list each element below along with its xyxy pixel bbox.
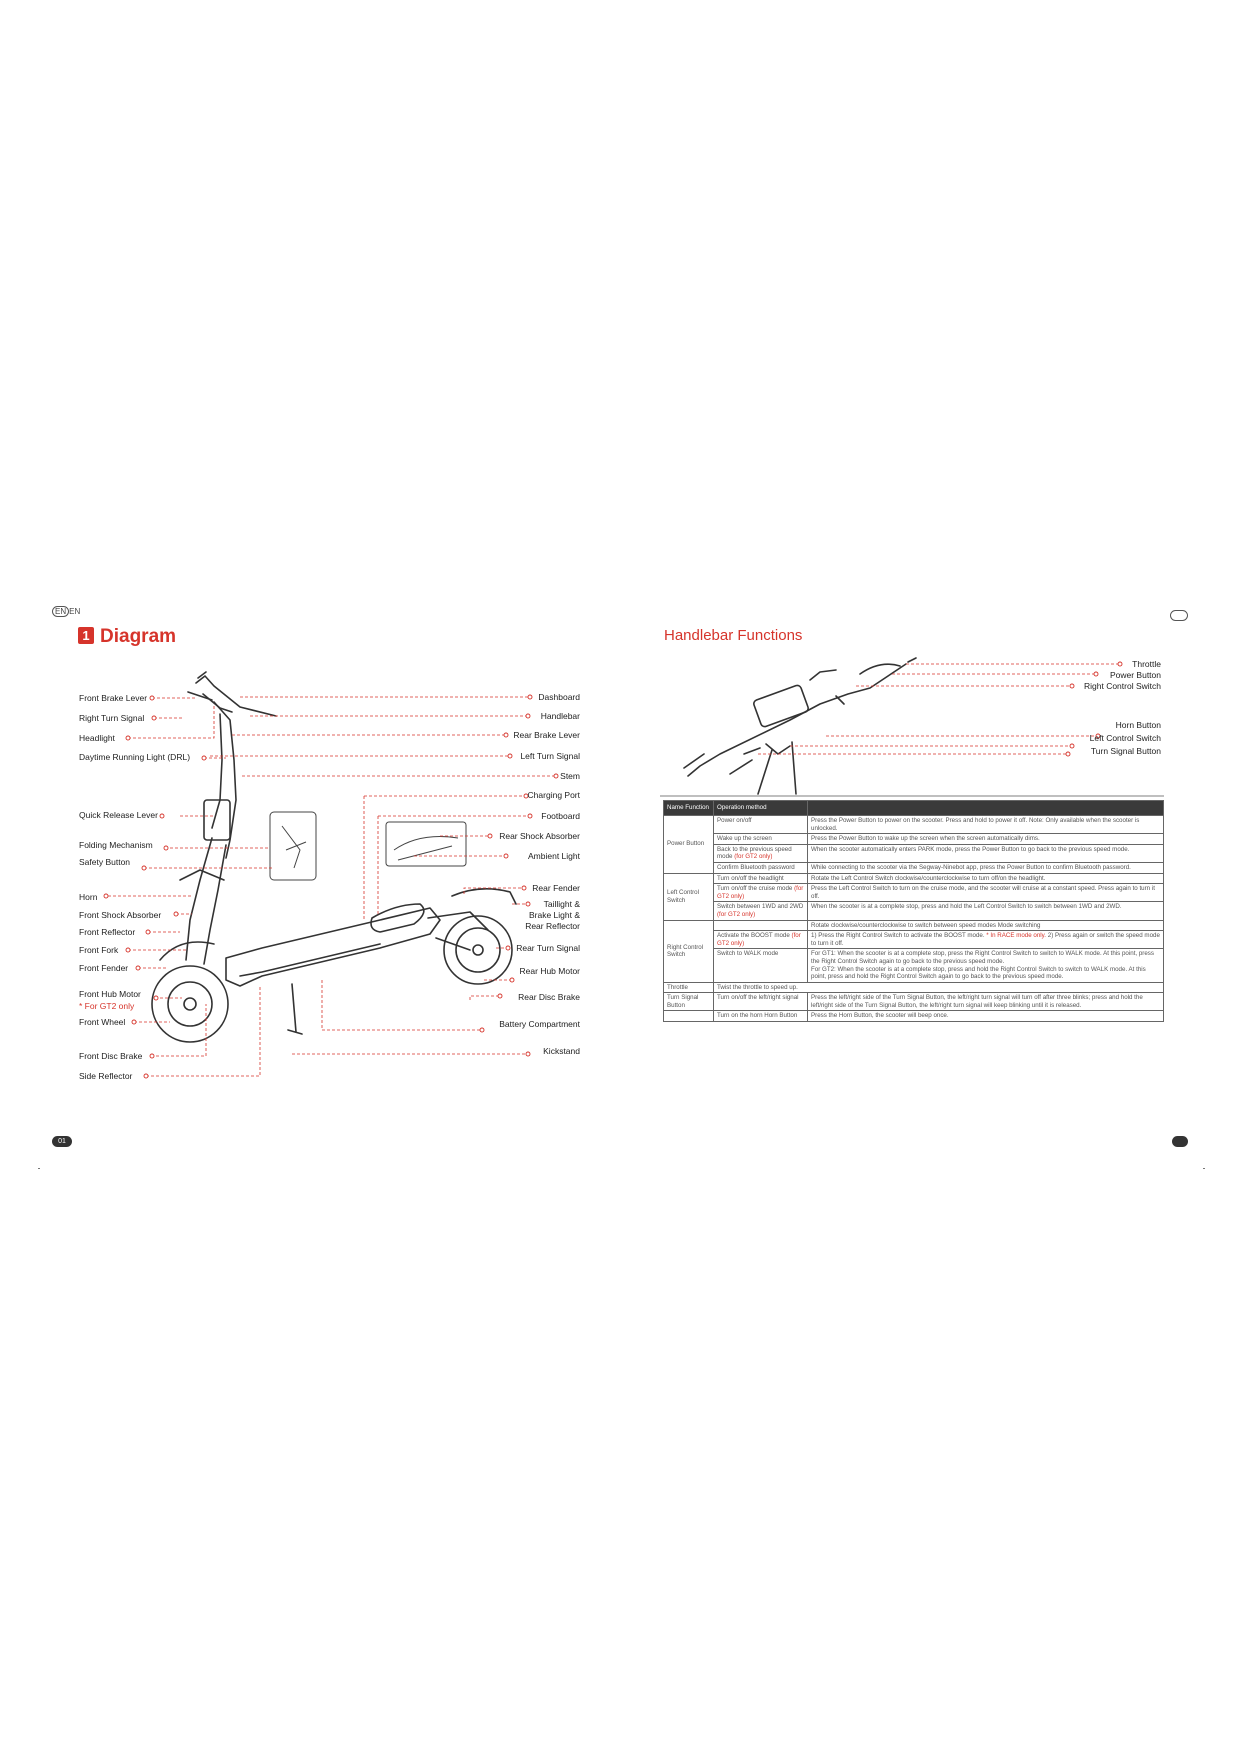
label-taillight: Taillight & — [543, 899, 580, 909]
label-drl: Daytime Running Light (DRL) — [79, 752, 191, 762]
table-cell — [714, 1011, 808, 1022]
label-rear-brake-lever: Rear Brake Lever — [513, 730, 580, 740]
rear-fender-drawing — [452, 889, 516, 904]
throttle-name-cell: Throttle — [664, 982, 714, 993]
table-cell: Power on/off — [714, 816, 808, 834]
deck-drawing — [226, 908, 440, 986]
table-row — [664, 931, 1164, 949]
label-quick-release-lever: Quick Release Lever — [79, 810, 158, 820]
race-mode-note: * In RACE mode only. — [986, 932, 1047, 940]
gt2-note: (for GT2 only) — [734, 853, 773, 861]
table-cell — [808, 931, 1164, 949]
table-cell: Twist the throttle to speed up. — [714, 982, 1164, 993]
crop-mark — [38, 1168, 40, 1169]
label-right-control-switch: Right Control Switch — [1083, 681, 1161, 691]
function-text: Activate the BOOST mode — [717, 932, 790, 940]
label-rear-fender: Rear Fender — [532, 883, 580, 893]
table-cell — [714, 844, 808, 862]
table-cell — [714, 902, 808, 920]
gt2-note: (for GT2 only) — [717, 885, 804, 900]
table-cell — [808, 949, 1164, 982]
label-front-fork: Front Fork — [79, 945, 119, 955]
label-folding-mechanism: Folding Mechanism — [79, 840, 153, 850]
label-left-turn-signal: Left Turn Signal — [520, 751, 580, 761]
front-wheel-drawing — [152, 966, 228, 1042]
label-rear-disc-brake: Rear Disc Brake — [518, 992, 580, 1002]
chapter-number-badge: 1 — [78, 627, 94, 644]
label-side-reflector: Side Reflector — [79, 1071, 133, 1081]
label-dashboard: Dashboard — [538, 692, 580, 702]
table-row — [664, 862, 1164, 873]
page-tab-icon — [1170, 610, 1188, 621]
table-row — [664, 982, 1164, 993]
method-gt2: For GT2: When the scooter is at a complete stop, press and hold the Right Control Switch to switch to WALK mode. At this point, press and hold the Right Control Switch again to go back to the previous speed mode. — [811, 965, 1146, 981]
label-turn-signal-button: Turn Signal Button — [1090, 746, 1161, 756]
label-horn-button: Horn Button — [1115, 720, 1161, 730]
table-row — [664, 1011, 1164, 1022]
label-rear-hub-motor: Rear Hub Motor — [519, 966, 580, 976]
table-cell: Press the Power Button to power on the scooter. Press and hold to power it off. Note: Only available when the scooter is unlocked. — [808, 816, 1164, 834]
table-cell: Switch to WALK mode — [714, 949, 808, 982]
section-title-text: Diagram — [100, 626, 177, 647]
handlebar-functions-title: Handlebar Functions — [664, 627, 803, 644]
label-safety-button: Safety Button — [79, 857, 131, 867]
table-header-operation-method: Operation method — [714, 801, 808, 816]
label-handlebar: Handlebar — [540, 711, 580, 721]
label-front-shock-absorber: Front Shock Absorber — [79, 910, 162, 920]
table-cell — [714, 931, 808, 949]
table-cell: Turn on/off the headlight — [714, 873, 808, 884]
label-footboard: Footboard — [541, 811, 580, 821]
table-row — [664, 873, 1164, 884]
method-text: 2) Press again or switch the speed mode to turn it off. — [811, 932, 1160, 947]
label-front-wheel: Front Wheel — [79, 1017, 126, 1027]
label-front-hub-motor: Front Hub Motor — [79, 989, 141, 999]
handlebar-diagram — [660, 650, 1180, 800]
table-cell: Press the left/right side of the Turn Signal Button, the left/right turn signal will turn off after three blinks; press and hold the left/right side of the Turn Signal Button, the left/right turn signal will keep blinking until it is released. — [808, 993, 1164, 1011]
label-charging-port: Charging Port — [527, 790, 580, 800]
page-number: 01 — [52, 1136, 72, 1147]
table-cell: Press the Horn Button, the scooter will beep once. — [808, 1011, 1164, 1022]
label-horn: Horn — [79, 892, 98, 902]
label-front-fender: Front Fender — [79, 963, 129, 973]
left-control-name-cell: Left Control Switch — [664, 873, 714, 920]
label-brake-light: Brake Light & — [528, 910, 580, 920]
table-row — [664, 816, 1164, 834]
table-cell: Rotate clockwise/counterclockwise to switch between speed modes Mode switching — [808, 920, 1164, 931]
crop-mark — [1203, 1168, 1205, 1169]
label-front-brake-lever: Front Brake Lever — [79, 693, 148, 703]
table-cell: Rotate the Left Control Switch clockwise/counterclockwise to turn off/on the headlight. — [808, 873, 1164, 884]
table-cell: Wake up the screen — [714, 834, 808, 845]
label-headlight: Headlight — [79, 733, 115, 743]
handlebar-bar-drawing — [688, 664, 906, 776]
table-cell: Turn on/off the left/right signal — [714, 993, 808, 1011]
table-row — [664, 993, 1164, 1011]
table-cell — [714, 920, 808, 931]
label-ambient-light: Ambient Light — [528, 851, 580, 861]
stem-drawing — [214, 702, 236, 858]
language-label: EN — [69, 607, 81, 616]
language-icon: EN — [52, 606, 69, 617]
table-row — [664, 834, 1164, 845]
label-left-control-switch: Left Control Switch — [1089, 733, 1161, 743]
table-cell: When the scooter automatically enters PARK mode, press the Power Button to go back to the previous speed mode. — [808, 844, 1164, 862]
power-button-name-cell: Power Button — [664, 816, 714, 874]
horn-name-text: Horn Button — [764, 1012, 798, 1020]
gt2-note: (for GT2 only) — [717, 910, 756, 918]
function-text: Turn on the horn — [717, 1012, 763, 1020]
handlebar-functions-table — [663, 800, 1164, 1022]
label-rear-reflector: Rear Reflector — [525, 921, 580, 931]
function-text: Switch between 1WD and 2WD — [717, 903, 804, 911]
label-rear-shock-absorber: Rear Shock Absorber — [499, 831, 580, 841]
table-cell: Confirm Bluetooth password — [714, 862, 808, 873]
label-power-button: Power Button — [1109, 670, 1161, 680]
label-battery-compartment: Battery Compartment — [499, 1019, 580, 1029]
table-row — [664, 884, 1164, 902]
label-gt2-only-note: * For GT2 only — [79, 1001, 135, 1011]
table-row — [664, 920, 1164, 931]
label-right-turn-signal: Right Turn Signal — [79, 713, 145, 723]
method-gt1: For GT1: When the scooter is at a complete stop, press the Right Control Switch to switch to WALK mode. At this point, press the Right Control Switch again to go back to the previous speed mode. — [811, 950, 1154, 965]
page-marker-icon — [1172, 1136, 1188, 1147]
table-cell: While connecting to the scooter via the Segway-Ninebot app, press the Power Button to confirm Bluetooth password. — [808, 862, 1164, 873]
handlebar-drawing — [196, 676, 276, 716]
table-row — [664, 844, 1164, 862]
function-text: Back to the previous speed mode — [717, 845, 792, 861]
function-text: Turn on/off the cruise mode — [717, 885, 793, 893]
turn-signal-name-cell: Turn Signal Button — [664, 993, 714, 1011]
table-cell: Press the Left Control Switch to turn on the cruise mode, and the scooter will cruise at a constant speed. Press again to turn it off. — [808, 884, 1164, 902]
method-text: 1) Press the Right Control Switch to activate the BOOST mode. — [811, 932, 985, 940]
table-header-blank — [808, 801, 1164, 816]
table-row — [664, 902, 1164, 920]
table-header-row — [664, 801, 1164, 816]
table-cell — [714, 884, 808, 902]
label-rear-turn-signal: Rear Turn Signal — [516, 943, 580, 953]
label-front-reflector: Front Reflector — [79, 927, 136, 937]
table-cell: When the scooter is at a complete stop, press and hold the Left Control Switch to switch between 1WD and 2WD. — [808, 902, 1164, 920]
table-cell: Press the Power Button to wake up the screen when the screen automatically dims. — [808, 834, 1164, 845]
label-front-disc-brake: Front Disc Brake — [79, 1051, 143, 1061]
label-kickstand: Kickstand — [543, 1046, 580, 1056]
table-cell — [664, 1011, 714, 1022]
right-control-name-cell: Right Control Switch — [664, 920, 714, 982]
rear-wheel-drawing — [444, 916, 512, 984]
label-throttle: Throttle — [1132, 659, 1161, 669]
gt2-note: (for GT2 only) — [717, 932, 801, 947]
table-header-name-function: Name Function — [664, 801, 714, 816]
label-stem: Stem — [560, 771, 580, 781]
table-row — [664, 949, 1164, 982]
